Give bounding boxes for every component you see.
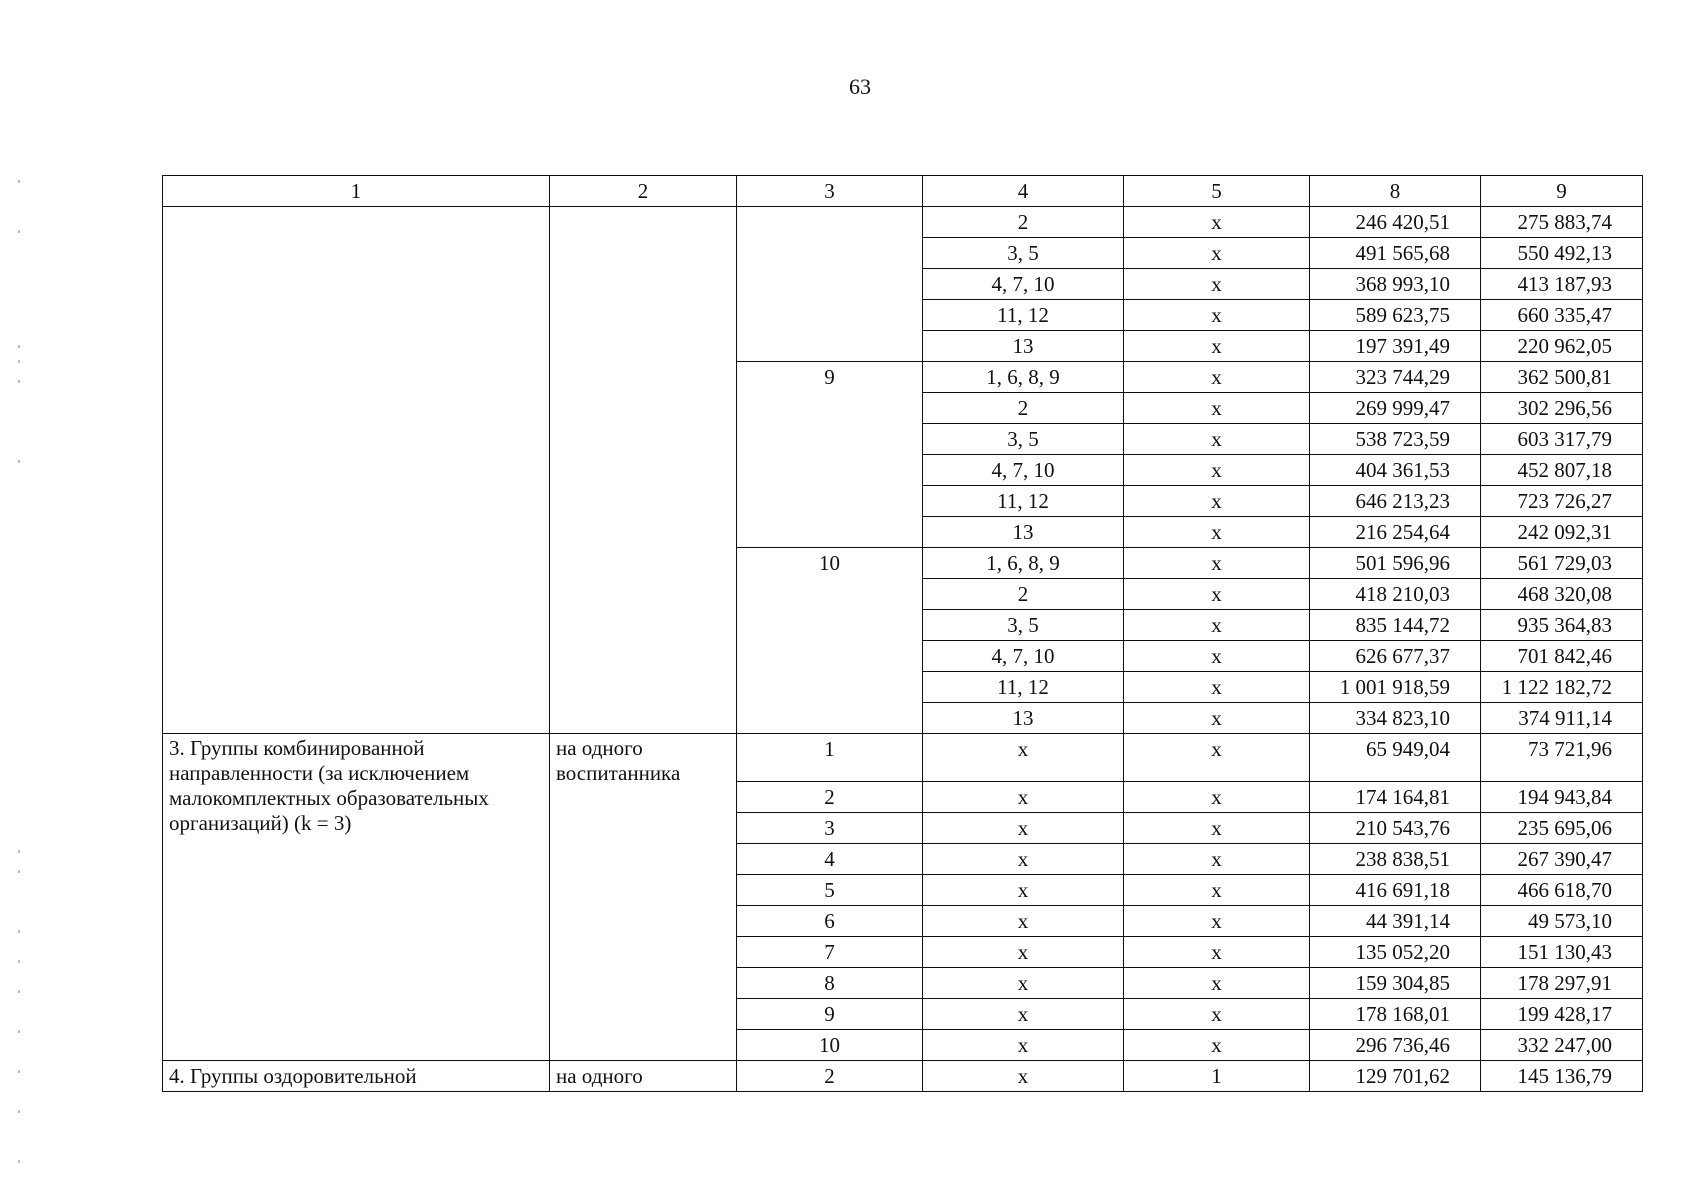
- col9-value-cell: 1 122 182,72: [1481, 672, 1643, 703]
- col5-cell: x: [1124, 579, 1310, 610]
- col9-value-cell: 468 320,08: [1481, 579, 1643, 610]
- col4-cell: 11, 12: [923, 486, 1124, 517]
- col5-cell: x: [1124, 937, 1310, 968]
- col9-value-cell: 151 130,43: [1481, 937, 1643, 968]
- col9-value-cell: 178 297,91: [1481, 968, 1643, 999]
- col8-value-cell: 589 623,75: [1310, 300, 1481, 331]
- col5-cell: x: [1124, 782, 1310, 813]
- col3-cell: 8: [737, 968, 923, 999]
- header-cell-col-1: 1: [163, 176, 550, 207]
- col5-cell: x: [1124, 207, 1310, 238]
- header-cell-col-9: 9: [1481, 176, 1643, 207]
- section-4-unit-cell: на одного: [550, 1061, 737, 1092]
- col8-value-cell: 835 144,72: [1310, 610, 1481, 641]
- col3-continued-cell: [737, 207, 923, 362]
- table-row: [163, 1061, 1643, 1092]
- col4-cell: 4, 7, 10: [923, 269, 1124, 300]
- col9-value-cell: 302 296,56: [1481, 393, 1643, 424]
- col4-cell: x: [923, 875, 1124, 906]
- col5-cell: x: [1124, 269, 1310, 300]
- col8-value-cell: 501 596,96: [1310, 548, 1481, 579]
- header-cell-col-3: 3: [737, 176, 923, 207]
- col3-cell: 5: [737, 875, 923, 906]
- col9-value-cell: 267 390,47: [1481, 844, 1643, 875]
- col8-value-cell: 65 949,04: [1310, 734, 1481, 782]
- col8-value-cell: 129 701,62: [1310, 1061, 1481, 1092]
- col9-value-cell: 332 247,00: [1481, 1030, 1643, 1061]
- col8-value-cell: 491 565,68: [1310, 238, 1481, 269]
- col5-cell: x: [1124, 813, 1310, 844]
- col4-cell: x: [923, 999, 1124, 1030]
- col5-cell: x: [1124, 734, 1310, 782]
- col4-cell: 1, 6, 8, 9: [923, 548, 1124, 579]
- col5-cell: x: [1124, 238, 1310, 269]
- col9-value-cell: 235 695,06: [1481, 813, 1643, 844]
- col4-cell: x: [923, 813, 1124, 844]
- table-header-row: [163, 176, 1643, 207]
- col8-value-cell: 368 993,10: [1310, 269, 1481, 300]
- table-row: [163, 734, 1643, 782]
- col4-cell: 2: [923, 579, 1124, 610]
- col3-group-cell: 10: [737, 548, 923, 734]
- col9-value-cell: 603 317,79: [1481, 424, 1643, 455]
- col3-group-cell: 9: [737, 362, 923, 548]
- page-number: 63: [849, 74, 871, 99]
- col8-value-cell: 159 304,85: [1310, 968, 1481, 999]
- col4-cell: 13: [923, 703, 1124, 734]
- col8-value-cell: 418 210,03: [1310, 579, 1481, 610]
- col9-value-cell: 935 364,83: [1481, 610, 1643, 641]
- col3-cell: 1: [737, 734, 923, 782]
- col8-value-cell: 197 391,49: [1310, 331, 1481, 362]
- col9-value-cell: 194 943,84: [1481, 782, 1643, 813]
- col3-cell: 3: [737, 813, 923, 844]
- col4-cell: 3, 5: [923, 238, 1124, 269]
- header-cell-col-5: 5: [1124, 176, 1310, 207]
- col8-value-cell: 334 823,10: [1310, 703, 1481, 734]
- col3-cell: 9: [737, 999, 923, 1030]
- col4-cell: x: [923, 782, 1124, 813]
- col5-cell: x: [1124, 906, 1310, 937]
- col9-value-cell: 561 729,03: [1481, 548, 1643, 579]
- col5-cell: x: [1124, 455, 1310, 486]
- col8-value-cell: 269 999,47: [1310, 393, 1481, 424]
- section-4-title-cell: 4. Группы оздоровительной: [163, 1061, 550, 1092]
- col5-cell: x: [1124, 393, 1310, 424]
- col8-value-cell: 178 168,01: [1310, 999, 1481, 1030]
- col5-cell: x: [1124, 300, 1310, 331]
- col9-value-cell: 413 187,93: [1481, 269, 1643, 300]
- col5-cell: x: [1124, 362, 1310, 393]
- col9-value-cell: 362 500,81: [1481, 362, 1643, 393]
- col5-cell: x: [1124, 424, 1310, 455]
- col9-value-cell: 466 618,70: [1481, 875, 1643, 906]
- col9-value-cell: 660 335,47: [1481, 300, 1643, 331]
- col8-value-cell: 1 001 918,59: [1310, 672, 1481, 703]
- data-table: [162, 175, 1643, 1092]
- col5-cell: x: [1124, 672, 1310, 703]
- col8-value-cell: 323 744,29: [1310, 362, 1481, 393]
- col3-cell: 4: [737, 844, 923, 875]
- header-cell-col-8: 8: [1310, 176, 1481, 207]
- col4-cell: x: [923, 937, 1124, 968]
- col4-cell: 13: [923, 331, 1124, 362]
- col4-cell: x: [923, 906, 1124, 937]
- section-3-title-cell: 3. Группы комбинированной направленности (за исключением малокомплектных образовательных организаций) (k = 3): [163, 734, 550, 1061]
- col8-value-cell: 174 164,81: [1310, 782, 1481, 813]
- col8-value-cell: 44 391,14: [1310, 906, 1481, 937]
- col4-cell: 11, 12: [923, 300, 1124, 331]
- col8-value-cell: 646 213,23: [1310, 486, 1481, 517]
- col9-value-cell: 220 962,05: [1481, 331, 1643, 362]
- col8-value-cell: 216 254,64: [1310, 517, 1481, 548]
- col9-value-cell: 723 726,27: [1481, 486, 1643, 517]
- col4-cell: 4, 7, 10: [923, 641, 1124, 672]
- col5-cell: x: [1124, 641, 1310, 672]
- col4-cell: 3, 5: [923, 424, 1124, 455]
- col8-value-cell: 538 723,59: [1310, 424, 1481, 455]
- col5-cell: x: [1124, 517, 1310, 548]
- col5-cell: x: [1124, 703, 1310, 734]
- col9-value-cell: 374 911,14: [1481, 703, 1643, 734]
- col4-cell: x: [923, 734, 1124, 782]
- col9-value-cell: 701 842,46: [1481, 641, 1643, 672]
- col5-cell: x: [1124, 610, 1310, 641]
- col5-cell: 1: [1124, 1061, 1310, 1092]
- col9-value-cell: 145 136,79: [1481, 1061, 1643, 1092]
- col3-cell: 7: [737, 937, 923, 968]
- col4-cell: 3, 5: [923, 610, 1124, 641]
- col9-value-cell: 550 492,13: [1481, 238, 1643, 269]
- col4-cell: 1, 6, 8, 9: [923, 362, 1124, 393]
- col9-value-cell: 452 807,18: [1481, 455, 1643, 486]
- col3-cell: 2: [737, 782, 923, 813]
- table-row: [163, 207, 1643, 238]
- col4-cell: 2: [923, 207, 1124, 238]
- header-cell-col-2: 2: [550, 176, 737, 207]
- col3-cell: 6: [737, 906, 923, 937]
- col5-cell: x: [1124, 548, 1310, 579]
- col5-cell: x: [1124, 1030, 1310, 1061]
- col5-cell: x: [1124, 486, 1310, 517]
- col8-value-cell: 210 543,76: [1310, 813, 1481, 844]
- col4-cell: 2: [923, 393, 1124, 424]
- scan-margin-marks: [18, 170, 20, 1170]
- col5-cell: x: [1124, 331, 1310, 362]
- col4-cell: 11, 12: [923, 672, 1124, 703]
- col8-value-cell: 135 052,20: [1310, 937, 1481, 968]
- col4-cell: x: [923, 1061, 1124, 1092]
- col1-continued-cell: [163, 207, 550, 734]
- col8-value-cell: 246 420,51: [1310, 207, 1481, 238]
- col8-value-cell: 416 691,18: [1310, 875, 1481, 906]
- col8-value-cell: 238 838,51: [1310, 844, 1481, 875]
- col5-cell: x: [1124, 968, 1310, 999]
- col9-value-cell: 49 573,10: [1481, 906, 1643, 937]
- col4-cell: 4, 7, 10: [923, 455, 1124, 486]
- col8-value-cell: 626 677,37: [1310, 641, 1481, 672]
- col3-cell: 10: [737, 1030, 923, 1061]
- header-cell-col-4: 4: [923, 176, 1124, 207]
- col8-value-cell: 296 736,46: [1310, 1030, 1481, 1061]
- col5-cell: x: [1124, 844, 1310, 875]
- col9-value-cell: 242 092,31: [1481, 517, 1643, 548]
- col5-cell: x: [1124, 875, 1310, 906]
- col4-cell: x: [923, 1030, 1124, 1061]
- col5-cell: x: [1124, 999, 1310, 1030]
- col9-value-cell: 73 721,96: [1481, 734, 1643, 782]
- col8-value-cell: 404 361,53: [1310, 455, 1481, 486]
- section-3-unit-cell: на одного воспитанника: [550, 734, 737, 1061]
- col9-value-cell: 199 428,17: [1481, 999, 1643, 1030]
- col4-cell: x: [923, 844, 1124, 875]
- col9-value-cell: 275 883,74: [1481, 207, 1643, 238]
- col3-cell: 2: [737, 1061, 923, 1092]
- col4-cell: 13: [923, 517, 1124, 548]
- col2-continued-cell: [550, 207, 737, 734]
- col4-cell: x: [923, 968, 1124, 999]
